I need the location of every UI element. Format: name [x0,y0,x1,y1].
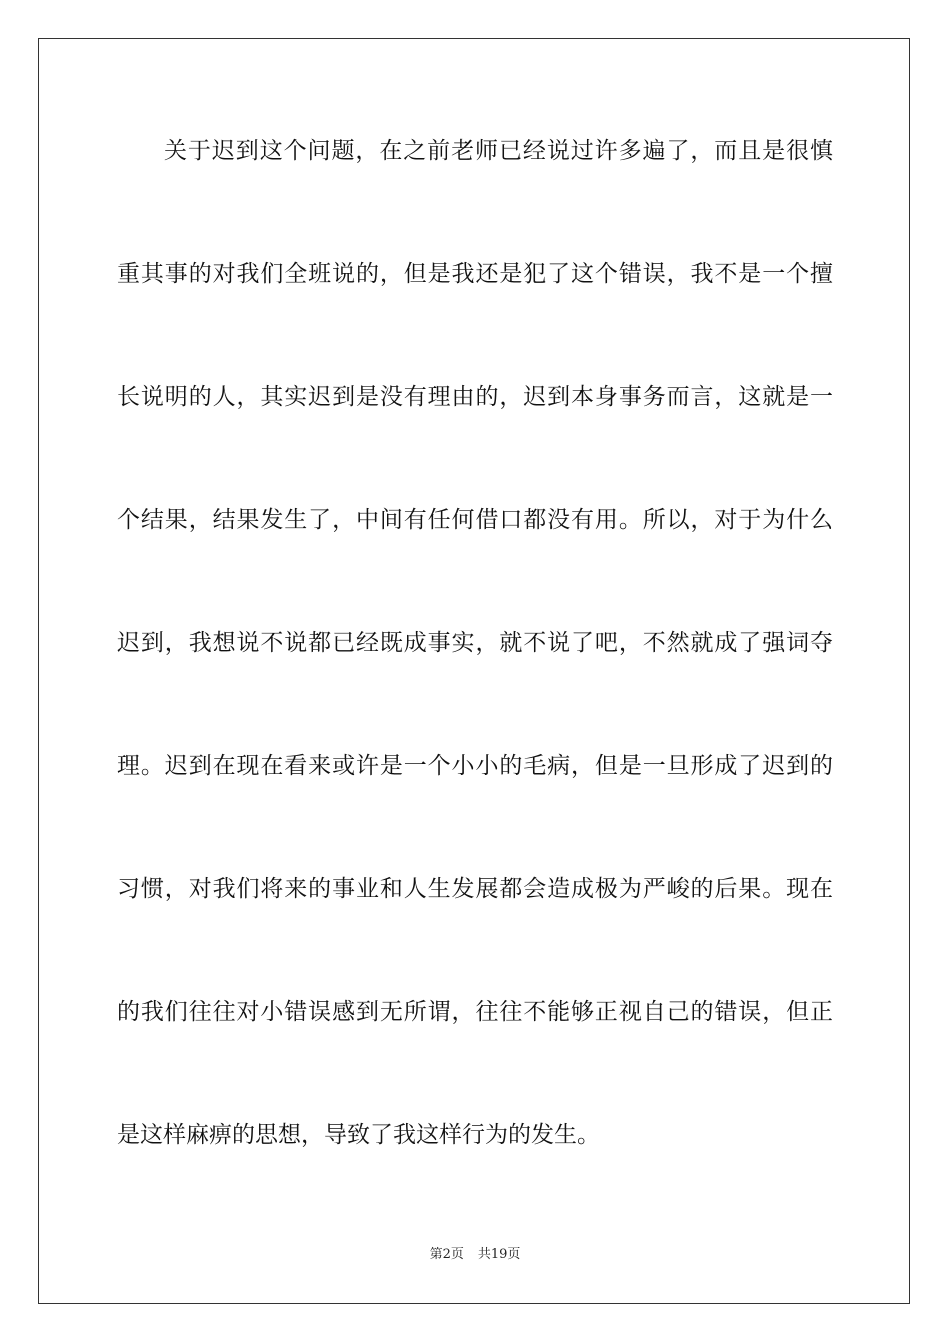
paragraph-line: 长说明的人，其实迟到是没有理由的，迟到本身事务而言，这就是一 [117,384,833,410]
paragraph-line: 关于迟到这个问题，在之前老师已经说过许多遍了，而且是很慎 [164,138,833,164]
page-number: 第2页 [429,1247,464,1262]
page-footer [0,1246,950,1264]
page-border [38,38,910,1304]
paragraph-line: 的我们往往对小错误感到无所谓，往往不能够正视自己的错误，但正 [117,999,833,1025]
paragraph-line: 理。迟到在现在看来或许是一个小小的毛病，但是一旦形成了迟到的 [117,753,833,779]
page-total: 共19页 [477,1247,521,1262]
paragraph-line: 个结果，结果发生了，中间有任何借口都没有用。所以，对于为什么 [117,507,833,533]
paragraph-line: 习惯，对我们将来的事业和人生发展都会造成极为严峻的后果。现在 [117,876,833,902]
paragraph-line: 是这样麻痹的思想，导致了我这样行为的发生。 [117,1122,600,1148]
paragraph-line: 迟到，我想说不说都已经既成事实，就不说了吧，不然就成了强词夺 [117,630,833,656]
paragraph-line: 重其事的对我们全班说的，但是我还是犯了这个错误，我不是一个擅 [117,261,833,287]
